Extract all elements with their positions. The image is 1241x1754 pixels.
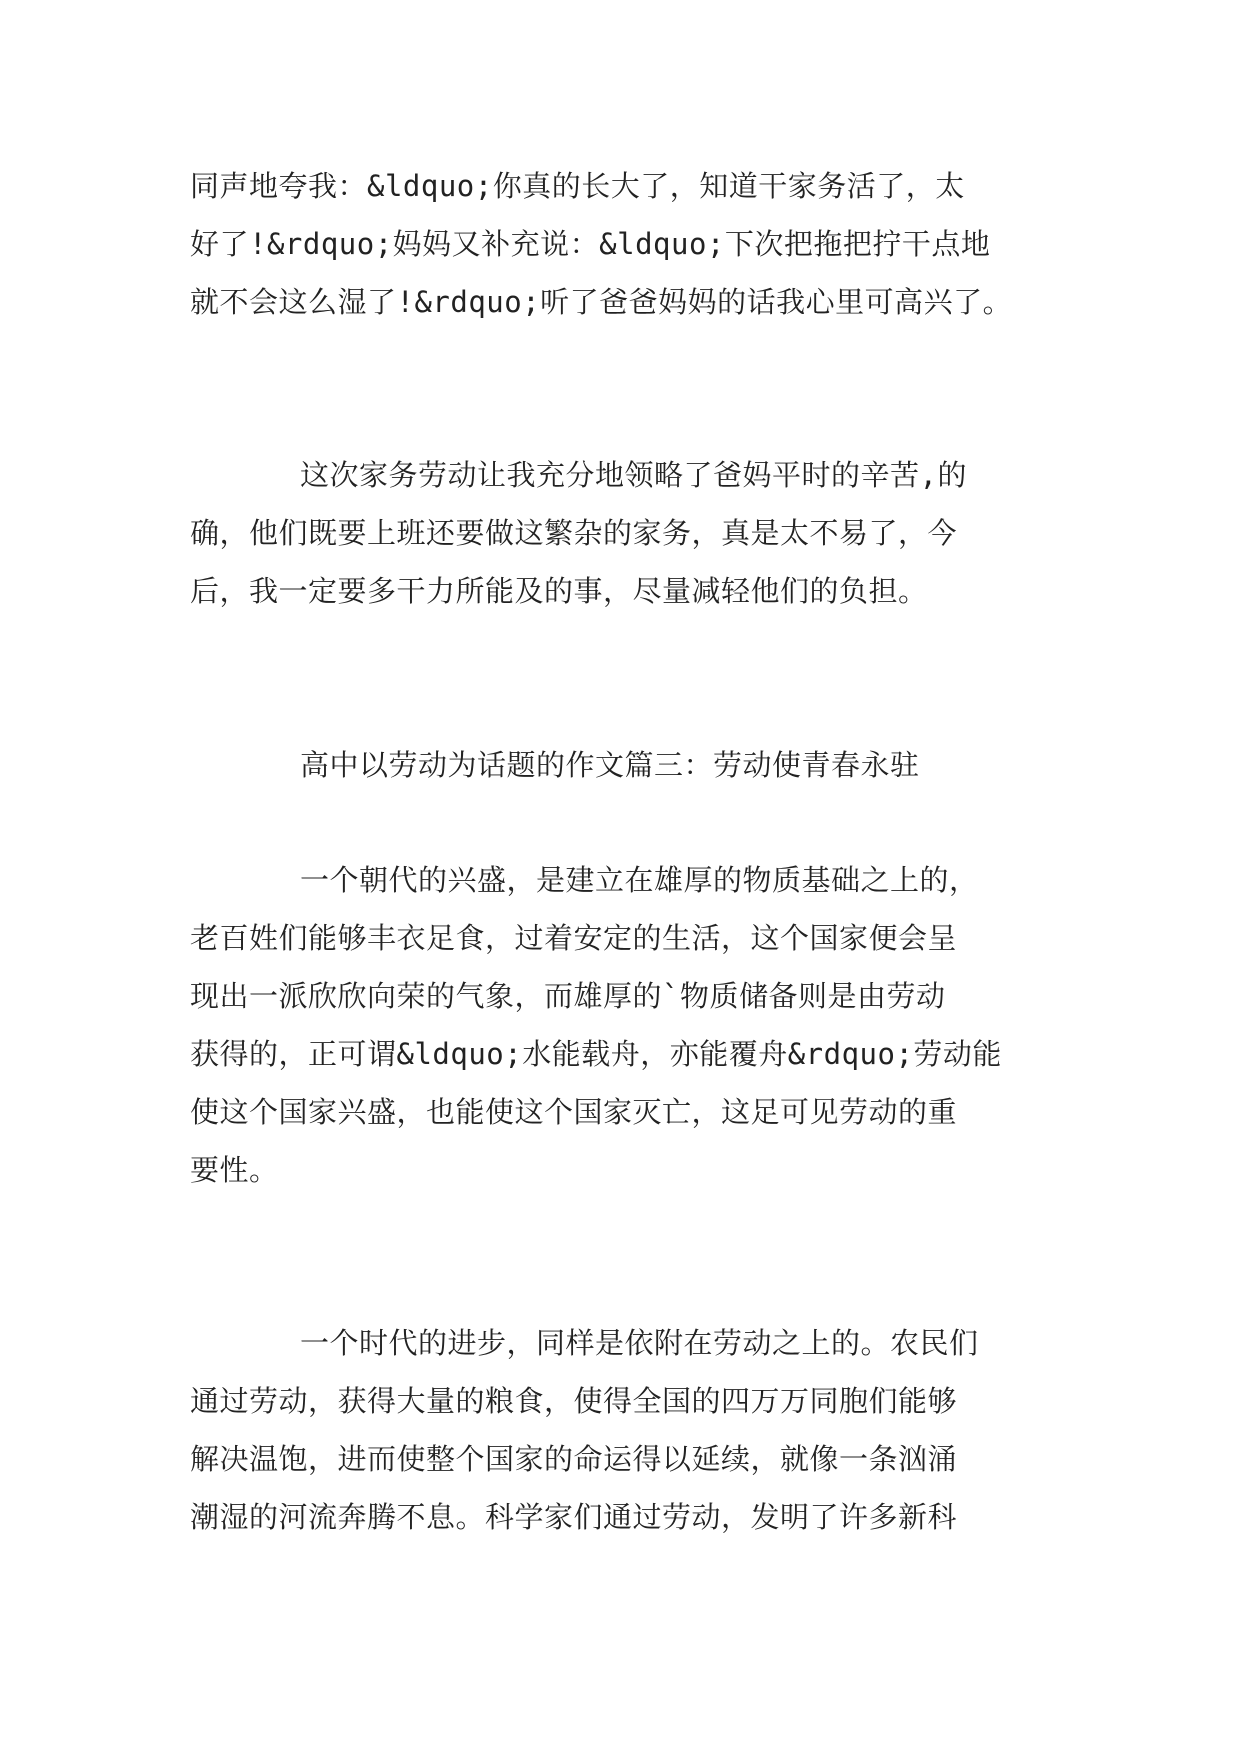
- paragraph-1-line-2: 好了!&rdquo;妈妈又补充说：&ldquo;下次把拖把拧干点地: [190, 227, 991, 261]
- paragraph-2-line-3: 后，我一定要多干力所能及的事，尽量减轻他们的负担。: [190, 574, 928, 608]
- paragraph-3-line-5: 使这个国家兴盛，也能使这个国家灭亡，这足可见劳动的重: [190, 1095, 958, 1129]
- paragraph-4-line-2: 通过劳动，获得大量的粮食，使得全国的四万万同胞们能够: [190, 1384, 958, 1418]
- paragraph-4-line-3: 解决温饱，进而使整个国家的命运得以延续，就像一条汹涌: [190, 1442, 958, 1476]
- paragraph-3-line-6: 要性。: [190, 1153, 279, 1187]
- paragraph-3-line-3: 现出一派欣欣向荣的气象，而雄厚的`物质储备则是由劳动: [190, 979, 946, 1013]
- paragraph-3-line-4: 获得的，正可谓&ldquo;水能载舟，亦能覆舟&rdquo;劳动能: [190, 1037, 1002, 1071]
- paragraph-3-line-2: 老百姓们能够丰衣足食，过着安定的生活，这个国家便会呈: [190, 921, 958, 955]
- paragraph-2-line-2: 确，他们既要上班还要做这繁杂的家务，真是太不易了，今: [190, 516, 958, 550]
- paragraph-4-line-4: 潮湿的河流奔腾不息。科学家们通过劳动，发明了许多新科: [190, 1500, 958, 1534]
- paragraph-1-line-3: 就不会这么湿了!&rdquo;听了爸爸妈妈的话我心里可高兴了。: [190, 285, 1013, 319]
- paragraph-3-line-1: 一个朝代的兴盛，是建立在雄厚的物质基础之上的，: [300, 863, 979, 897]
- section-heading: 高中以劳动为话题的作文篇三：劳动使青春永驻: [300, 748, 920, 782]
- paragraph-1-line-1: 同声地夸我：&ldquo;你真的长大了，知道干家务活了，太: [190, 169, 965, 203]
- paragraph-4-line-1: 一个时代的进步，同样是依附在劳动之上的。农民们: [300, 1326, 979, 1360]
- paragraph-2-line-1: 这次家务劳动让我充分地领略了爸妈平时的辛苦,的: [300, 458, 967, 492]
